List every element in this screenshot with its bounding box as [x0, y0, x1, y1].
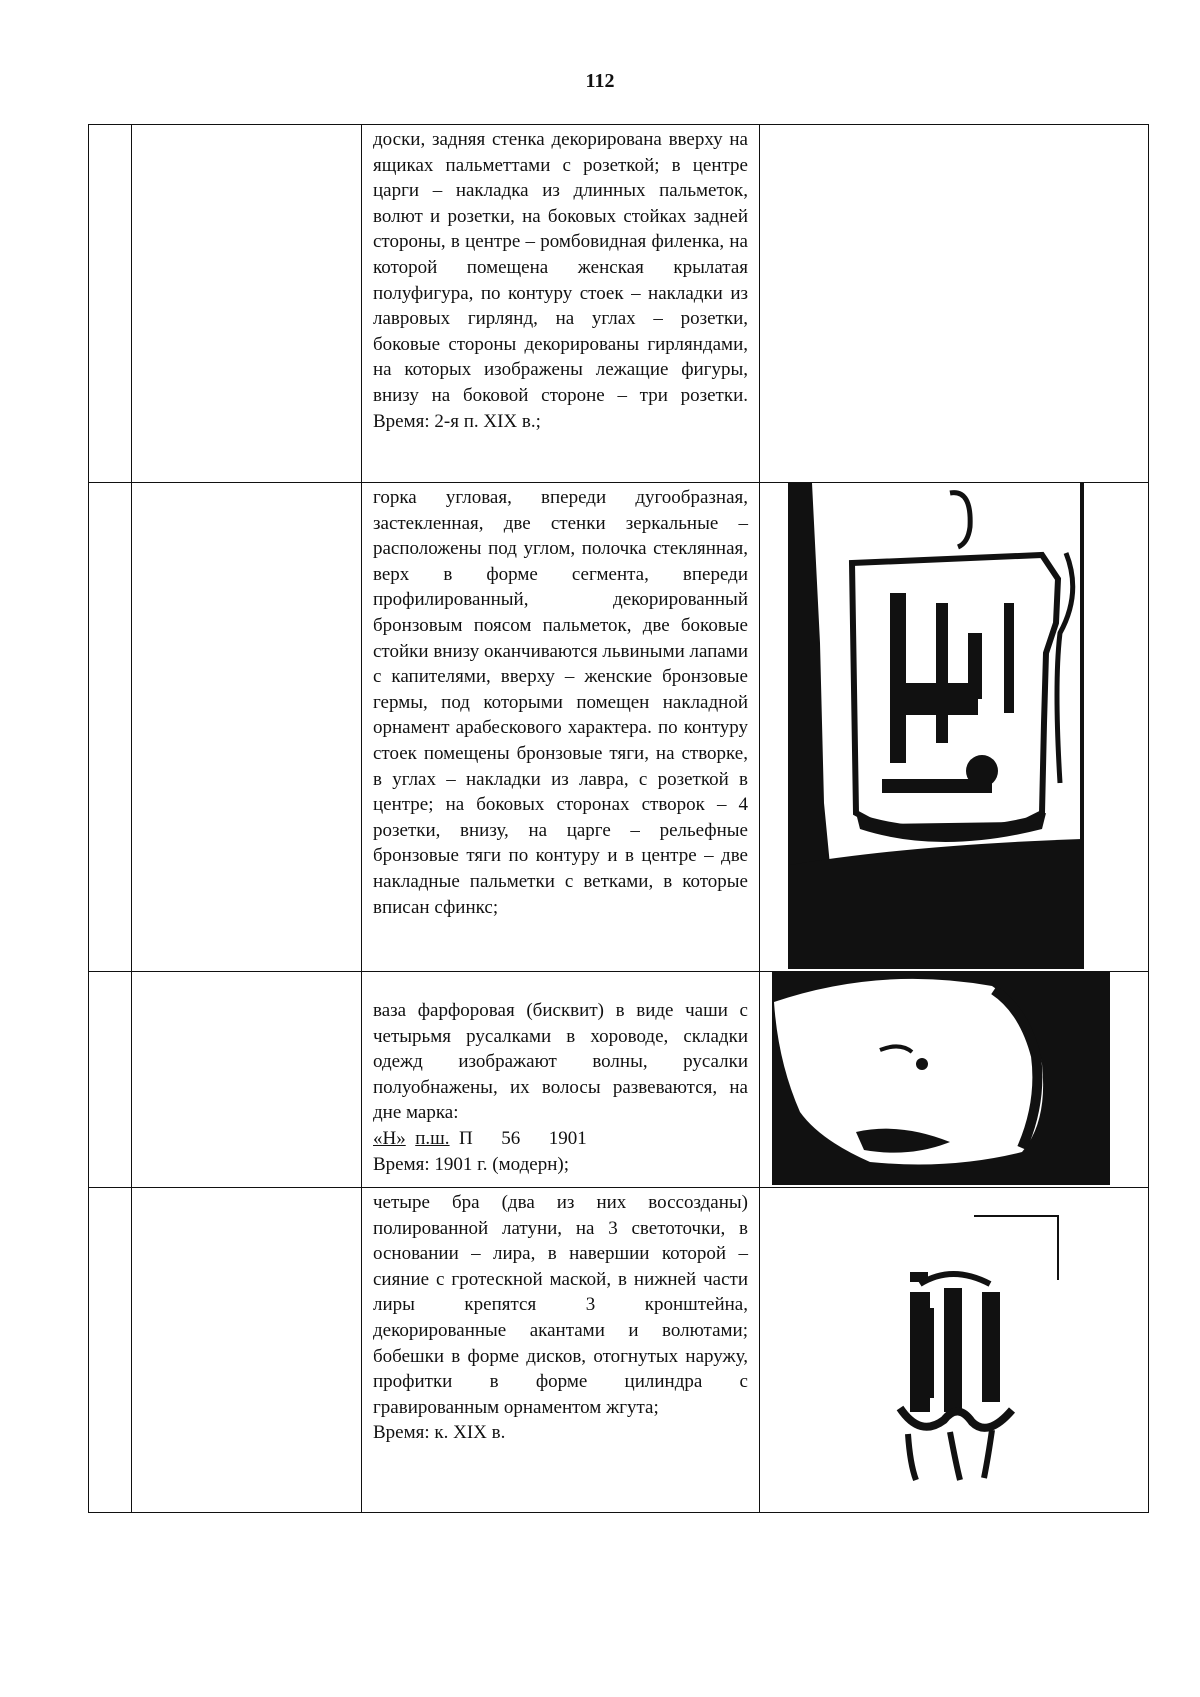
- photo-cell: [760, 125, 1149, 483]
- table-row: [89, 125, 1149, 483]
- porcelain-vase-photo: [760, 972, 1148, 1185]
- mark-initials: п.ш.: [415, 1127, 450, 1149]
- porcelain-mark: [373, 1126, 748, 1152]
- page-number: 112: [585, 70, 615, 92]
- dating-text: Время: 1901 г. (модерн);: [373, 1153, 569, 1175]
- photo-cell: [760, 972, 1149, 1188]
- row-number-cell: [89, 125, 132, 483]
- description-text: ваза фарфоровая (бисквит) в виде чаши с четырьмя русалками в хороводе, складки одежд изображают волны, русалки полуобнажены, их волосы развеваются, на дне марка:: [373, 1000, 748, 1124]
- photo-cell: [760, 483, 1149, 972]
- mark-letter: «Н»: [373, 1127, 406, 1149]
- mark-letter-p: П: [459, 1127, 473, 1149]
- row-number-cell: [89, 972, 132, 1188]
- inventory-number-cell: [132, 125, 362, 483]
- description-text: горка угловая, впереди дугообразная, застекленная, две стенки зеркальные – расположены под углом, полочка стеклянная, верх в форме сегмента, впереди профилированный, декорированный бронзовым поясом пальметок, две боковые стойки внизу оканчиваются львиными лапами с капителями, вверху – женские бронзовые гермы, под которыми помещен накладной орнамент арабескового характера. по контуру стоек помещены бронзовые тяги, на створке, в углах – накладки из лавра, с розеткой в центре; на боковых сторонах створок – 4 розетки, внизу, на царге – рельефные бронзовые тяги по контуру и в центре – две накладные пальметки с ветками, в которые вписан сфинкс;: [373, 487, 748, 918]
- dating-text: Время: к. XIX в.: [373, 1422, 506, 1444]
- row-number-cell: [89, 1188, 132, 1513]
- corner-cabinet-photo: [760, 483, 1148, 969]
- description-text: четыре бра (два из них воссозданы) полированной латуни, на 3 светоточки, в основании – лира, в навершии которой – сияние с гротескной маской, в нижней части лиры крепятся 3 кронштейна, декорированные акантами и волютами; бобешки в форме дисков, отогнутых наружу, профитки в форме цилиндра с гравированным орнаментом жгута;: [373, 1192, 748, 1418]
- mark-year: 1901: [548, 1127, 587, 1149]
- description-cell: [362, 483, 760, 972]
- sconce-photo: [760, 1188, 1148, 1510]
- row-number-cell: [89, 483, 132, 972]
- inventory-number-cell: [132, 972, 362, 1188]
- table-row: [89, 483, 1149, 972]
- description-cell: [362, 1188, 760, 1513]
- inventory-number-cell: [132, 483, 362, 972]
- mark-number: 56: [501, 1127, 521, 1149]
- inventory-number-cell: [132, 1188, 362, 1513]
- description-cell: [362, 125, 760, 483]
- photo-cell: [760, 1188, 1149, 1513]
- table-row: [89, 972, 1149, 1188]
- table-row: [89, 1188, 1149, 1513]
- description-cell: [362, 972, 760, 1188]
- description-text: доски, задняя стенка декорирована вверху на ящиках пальметтами с розеткой; в центре царги – накладка из длинных пальметок, волют и розетки, на боковых стойках задней стороны, в центре – ромбовидная филенка, на которой помещена женская крылатая полуфигура, по контуру стоек – накладки из лавровых гирлянд, на углах – розетки, боковые стороны декорированы гирляндами, на которых изображены лежащие фигуры, внизу на боковой стороне – три розетки. Время: 2-я п. XIX в.;: [373, 129, 748, 432]
- inventory-table: [88, 124, 1149, 1513]
